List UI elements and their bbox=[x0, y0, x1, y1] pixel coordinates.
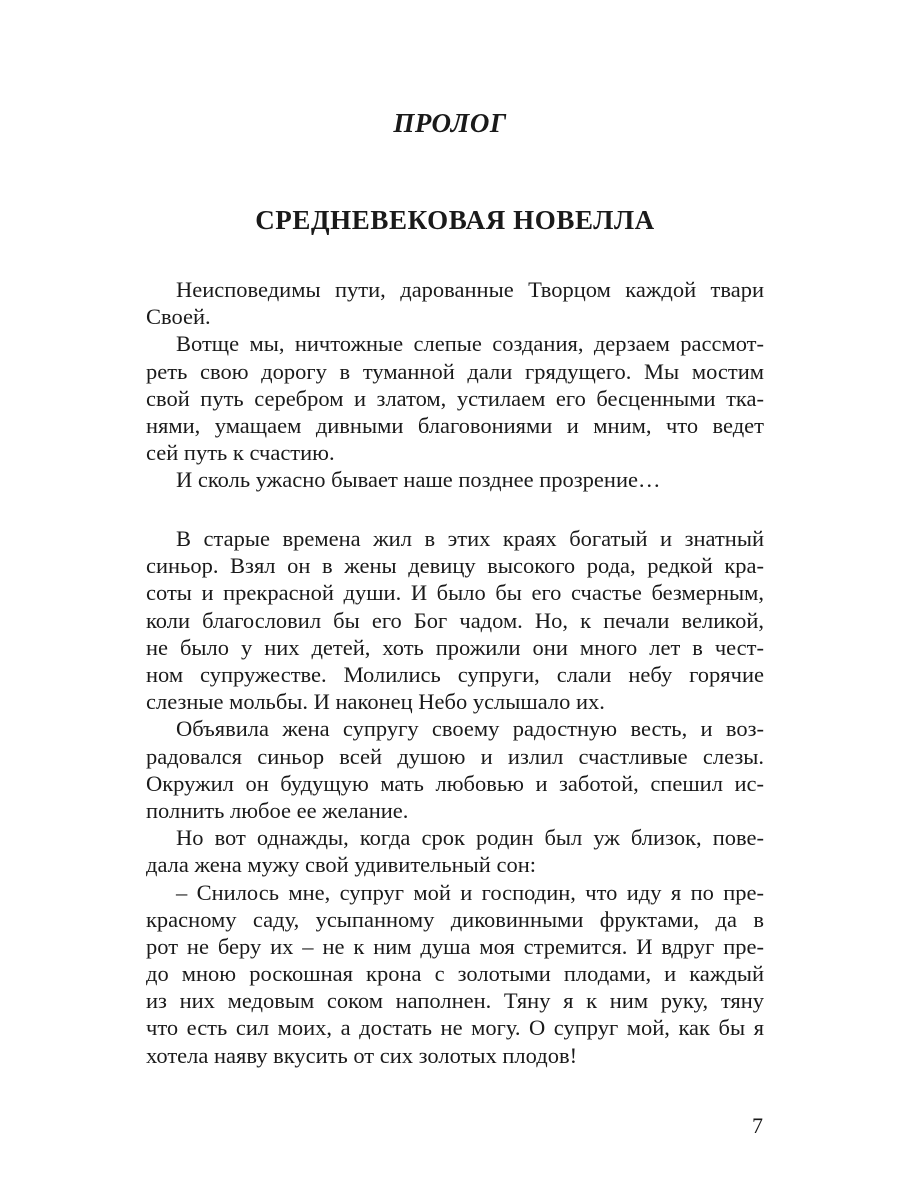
text-line: нями, умащаем дивными благовониями и мним, что ведет bbox=[146, 412, 764, 438]
section-break bbox=[146, 494, 764, 526]
text-line: из них медовым соком наполнен. Тяну я к ним руку, тяну bbox=[146, 988, 764, 1014]
text-line: хотела наяву вкусить от сих золотых плодов! bbox=[146, 1042, 578, 1068]
text-line: соты и прекрасной души. И было бы его счастье безмерным, bbox=[146, 580, 764, 606]
text-line: Объявила жена супругу своему радостную весть, и воз- bbox=[176, 716, 764, 742]
text-line: не было у них детей, хоть прожили они много лет в чест- bbox=[146, 634, 764, 660]
text-line: Вотще мы, ничтожные слепые создания, дерзаем рассмот- bbox=[176, 331, 764, 357]
paragraph bbox=[146, 330, 764, 466]
paragraph bbox=[146, 715, 764, 824]
paragraph bbox=[146, 466, 764, 493]
chapter-title: СРЕДНЕВЕКОВАЯ НОВЕЛЛА bbox=[255, 205, 655, 235]
text-line: Но вот однажды, когда срок родин был уж близок, пове- bbox=[176, 825, 764, 851]
text-line: что есть сил моих, а достать не могу. О супруг мой, как бы я bbox=[146, 1015, 764, 1041]
text-line: Неисповедимы пути, дарованные Творцом каждой твари bbox=[176, 277, 764, 302]
text-line: красному саду, усыпанному диковинными фруктами, да в bbox=[146, 906, 764, 932]
body-text bbox=[146, 276, 764, 1069]
page-number: 7 bbox=[752, 1113, 763, 1138]
text-line: синьор. Взял он в жены девицу высокого рода, редкой кра- bbox=[146, 553, 764, 579]
text-line: дала жена мужу свой удивительный сон: bbox=[146, 852, 536, 878]
paragraph bbox=[146, 276, 764, 330]
text-line: Окружил он будущую мать любовью и заботой, спешил ис- bbox=[146, 770, 764, 796]
paragraph bbox=[146, 879, 764, 1069]
paragraph bbox=[146, 824, 764, 878]
text-line: ном супружестве. Молились супруги, слали небу горячие bbox=[146, 662, 764, 688]
text-line: слезные мольбы. И наконец Небо услышало их. bbox=[146, 689, 605, 715]
text-line: – Снилось мне, супруг мой и господин, что иду я по пре- bbox=[176, 879, 764, 905]
text-line: рот не беру их – не к ним душа моя стремится. И вдруг пре- bbox=[146, 933, 764, 959]
text-line: радовался синьор всей душою и излил счастливые слезы. bbox=[146, 743, 764, 769]
text-line: полнить любое ее желание. bbox=[146, 797, 409, 823]
text-line: сей путь к счастию. bbox=[146, 440, 335, 466]
part-title: ПРОЛОГ bbox=[393, 108, 507, 138]
text-line: Своей. bbox=[146, 304, 211, 330]
text-line: В старые времена жил в этих краях богатый и знатный bbox=[176, 526, 764, 552]
text-line: И сколь ужасно бывает наше позднее прозрение… bbox=[176, 467, 661, 493]
text-line: до мною роскошная крона с золотыми плодами, и каждый bbox=[146, 961, 764, 987]
text-line: свой путь серебром и златом, устилаем его бесценными тка- bbox=[146, 385, 764, 411]
text-line: коли благословил бы его Бог чадом. Но, к печали великой, bbox=[146, 607, 764, 633]
paragraph bbox=[146, 525, 764, 715]
text-line: реть свою дорогу в туманной дали грядущего. Мы мостим bbox=[146, 358, 764, 384]
